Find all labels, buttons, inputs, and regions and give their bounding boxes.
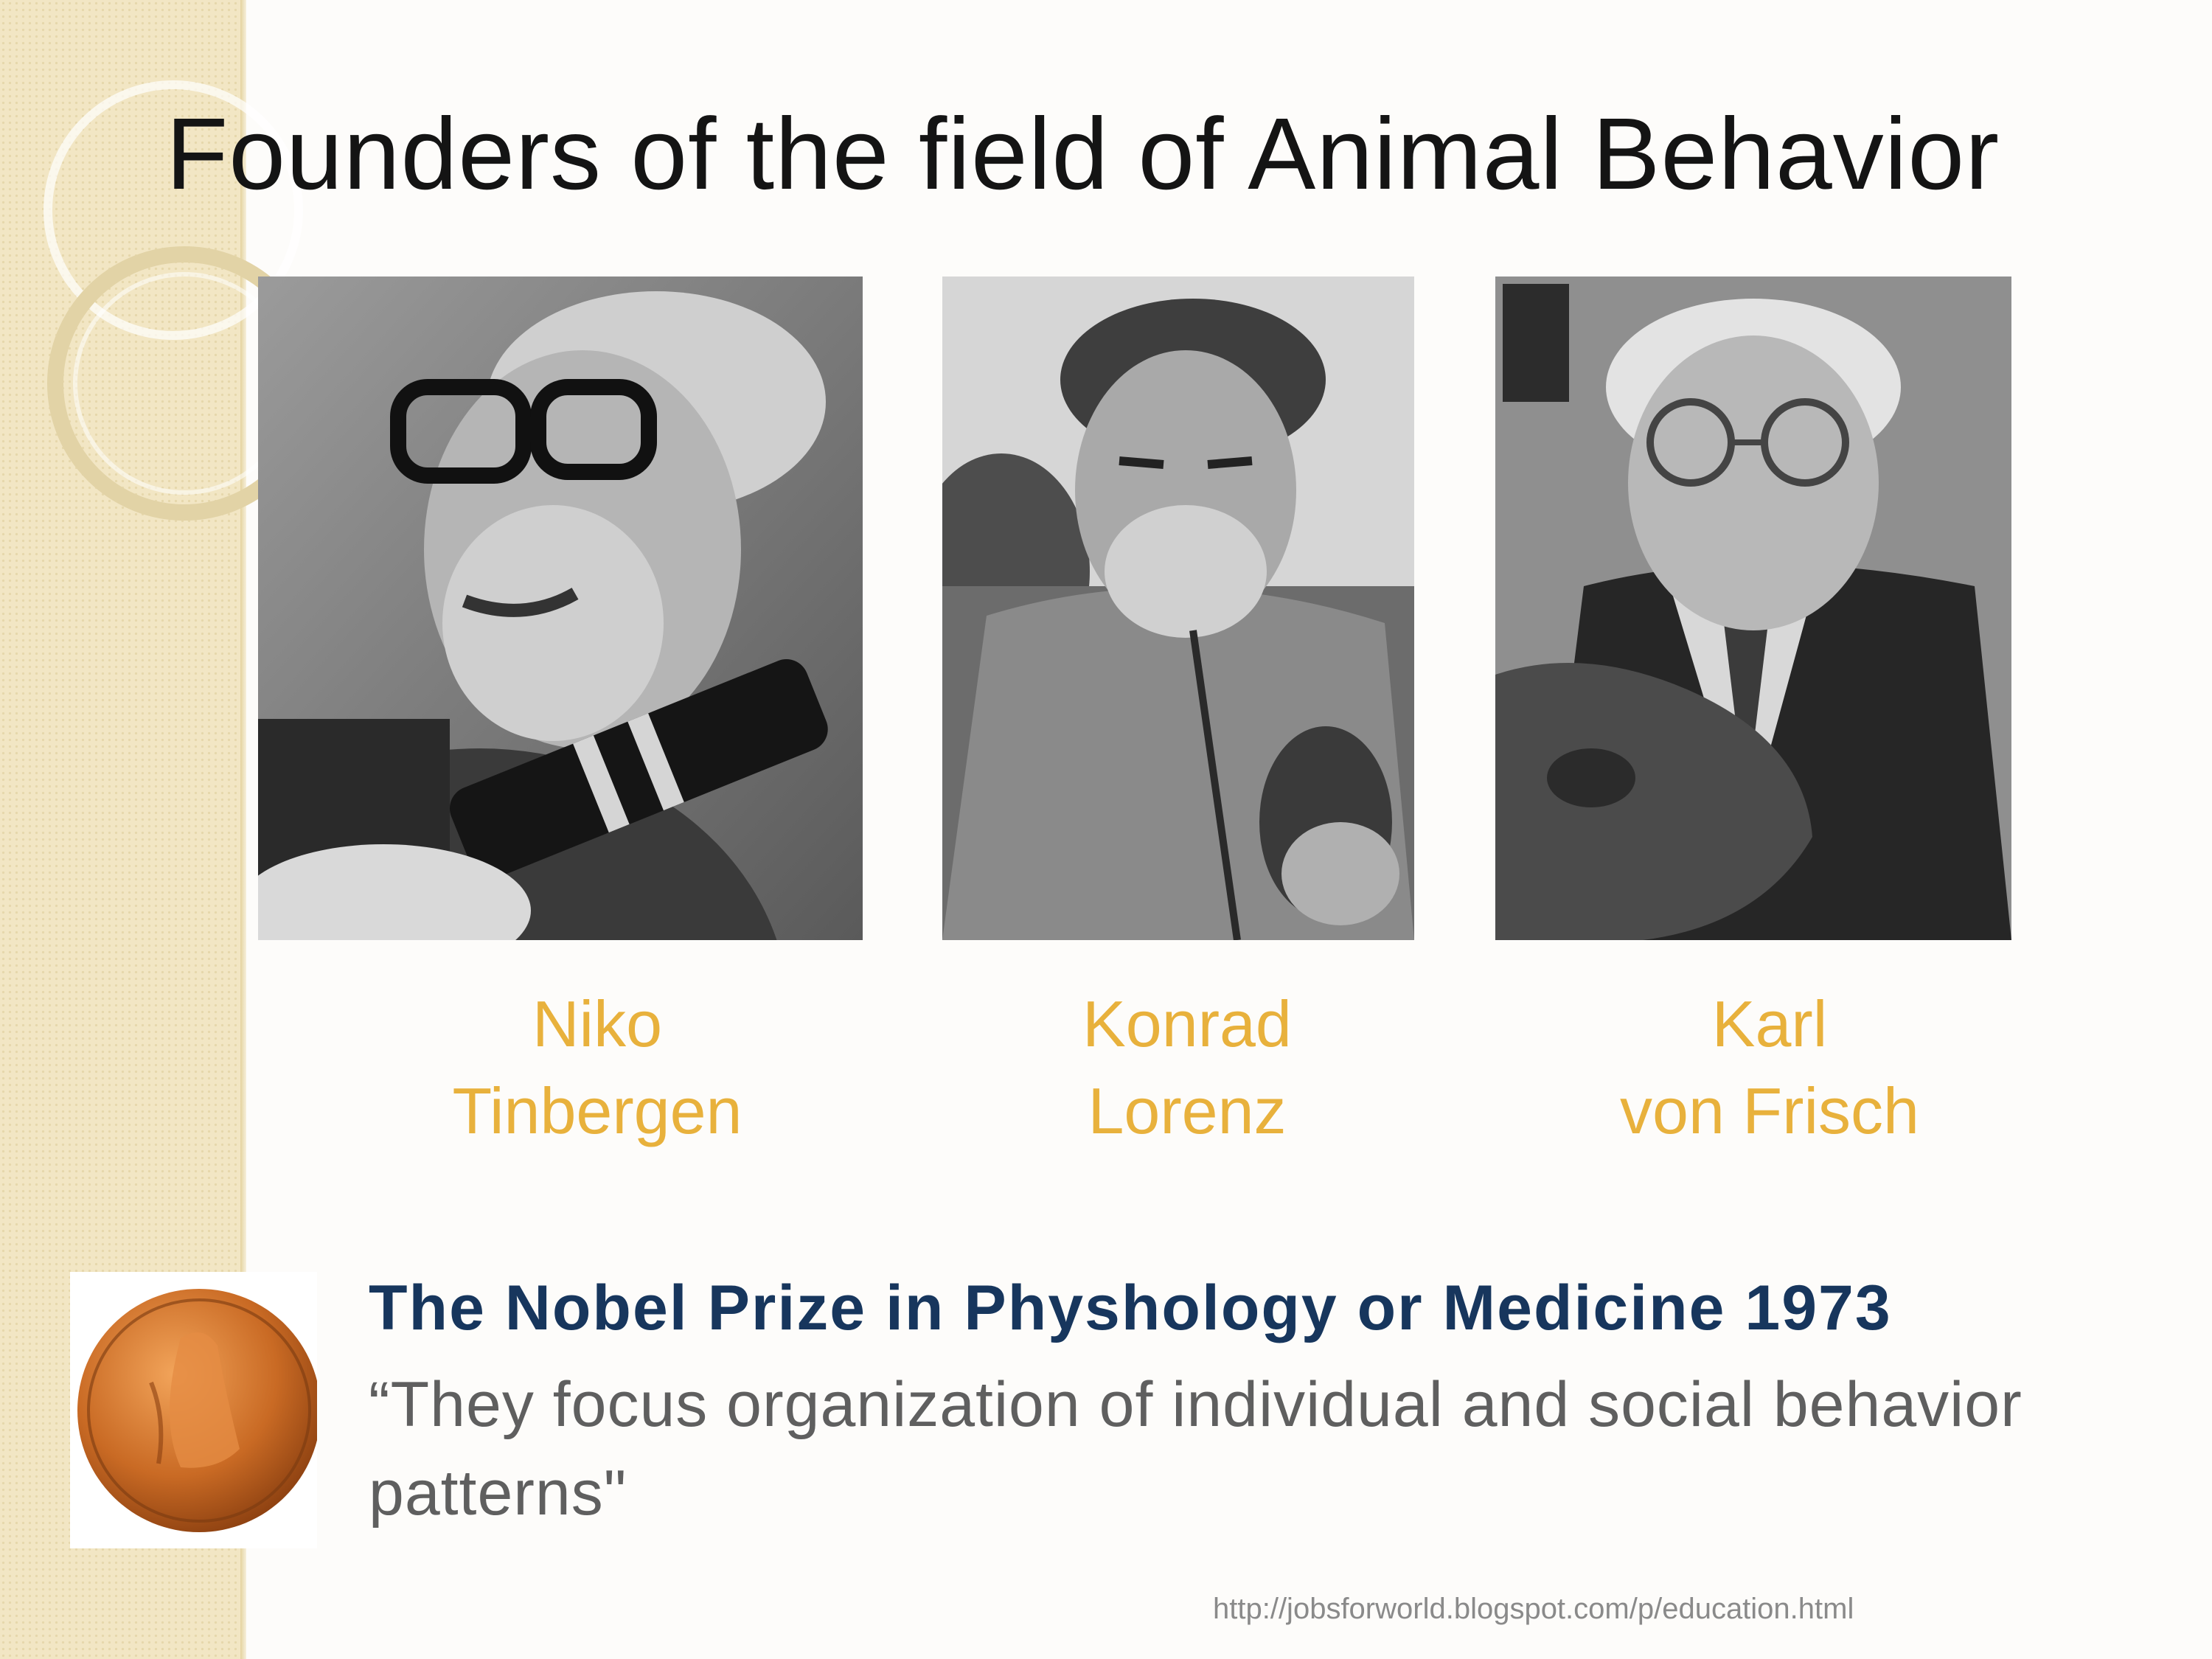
source-url[interactable]: http://jobsforworld.blogspot.com/p/education.html xyxy=(1213,1593,1854,1625)
nobel-prize-quote: “They focus organization of individual and social behavior patterns" xyxy=(369,1369,2023,1528)
founder-first-name: Konrad xyxy=(1082,987,1292,1060)
tinbergen-portrait-photo xyxy=(258,276,863,940)
founder-last-name: von Frisch xyxy=(1620,1074,1919,1147)
founder-first-name: Niko xyxy=(532,987,663,1060)
founder-last-name: Tinbergen xyxy=(452,1074,742,1147)
lorenz-portrait-photo xyxy=(942,276,1414,940)
nobel-prize-title: The Nobel Prize in Physhology or Medicine 1973 xyxy=(369,1273,1892,1343)
founder-last-name: Lorenz xyxy=(1088,1074,1287,1147)
nobel-medal-icon xyxy=(70,1272,317,1548)
founder-name-von-frisch xyxy=(1563,981,1976,1155)
founder-name-lorenz xyxy=(981,981,1394,1155)
slide-title: Founders of the field of Animal Behavior xyxy=(166,97,2000,211)
von-frisch-portrait-photo xyxy=(1495,276,2011,940)
founder-name-tinbergen xyxy=(391,981,804,1155)
founder-first-name: Karl xyxy=(1711,987,1828,1060)
